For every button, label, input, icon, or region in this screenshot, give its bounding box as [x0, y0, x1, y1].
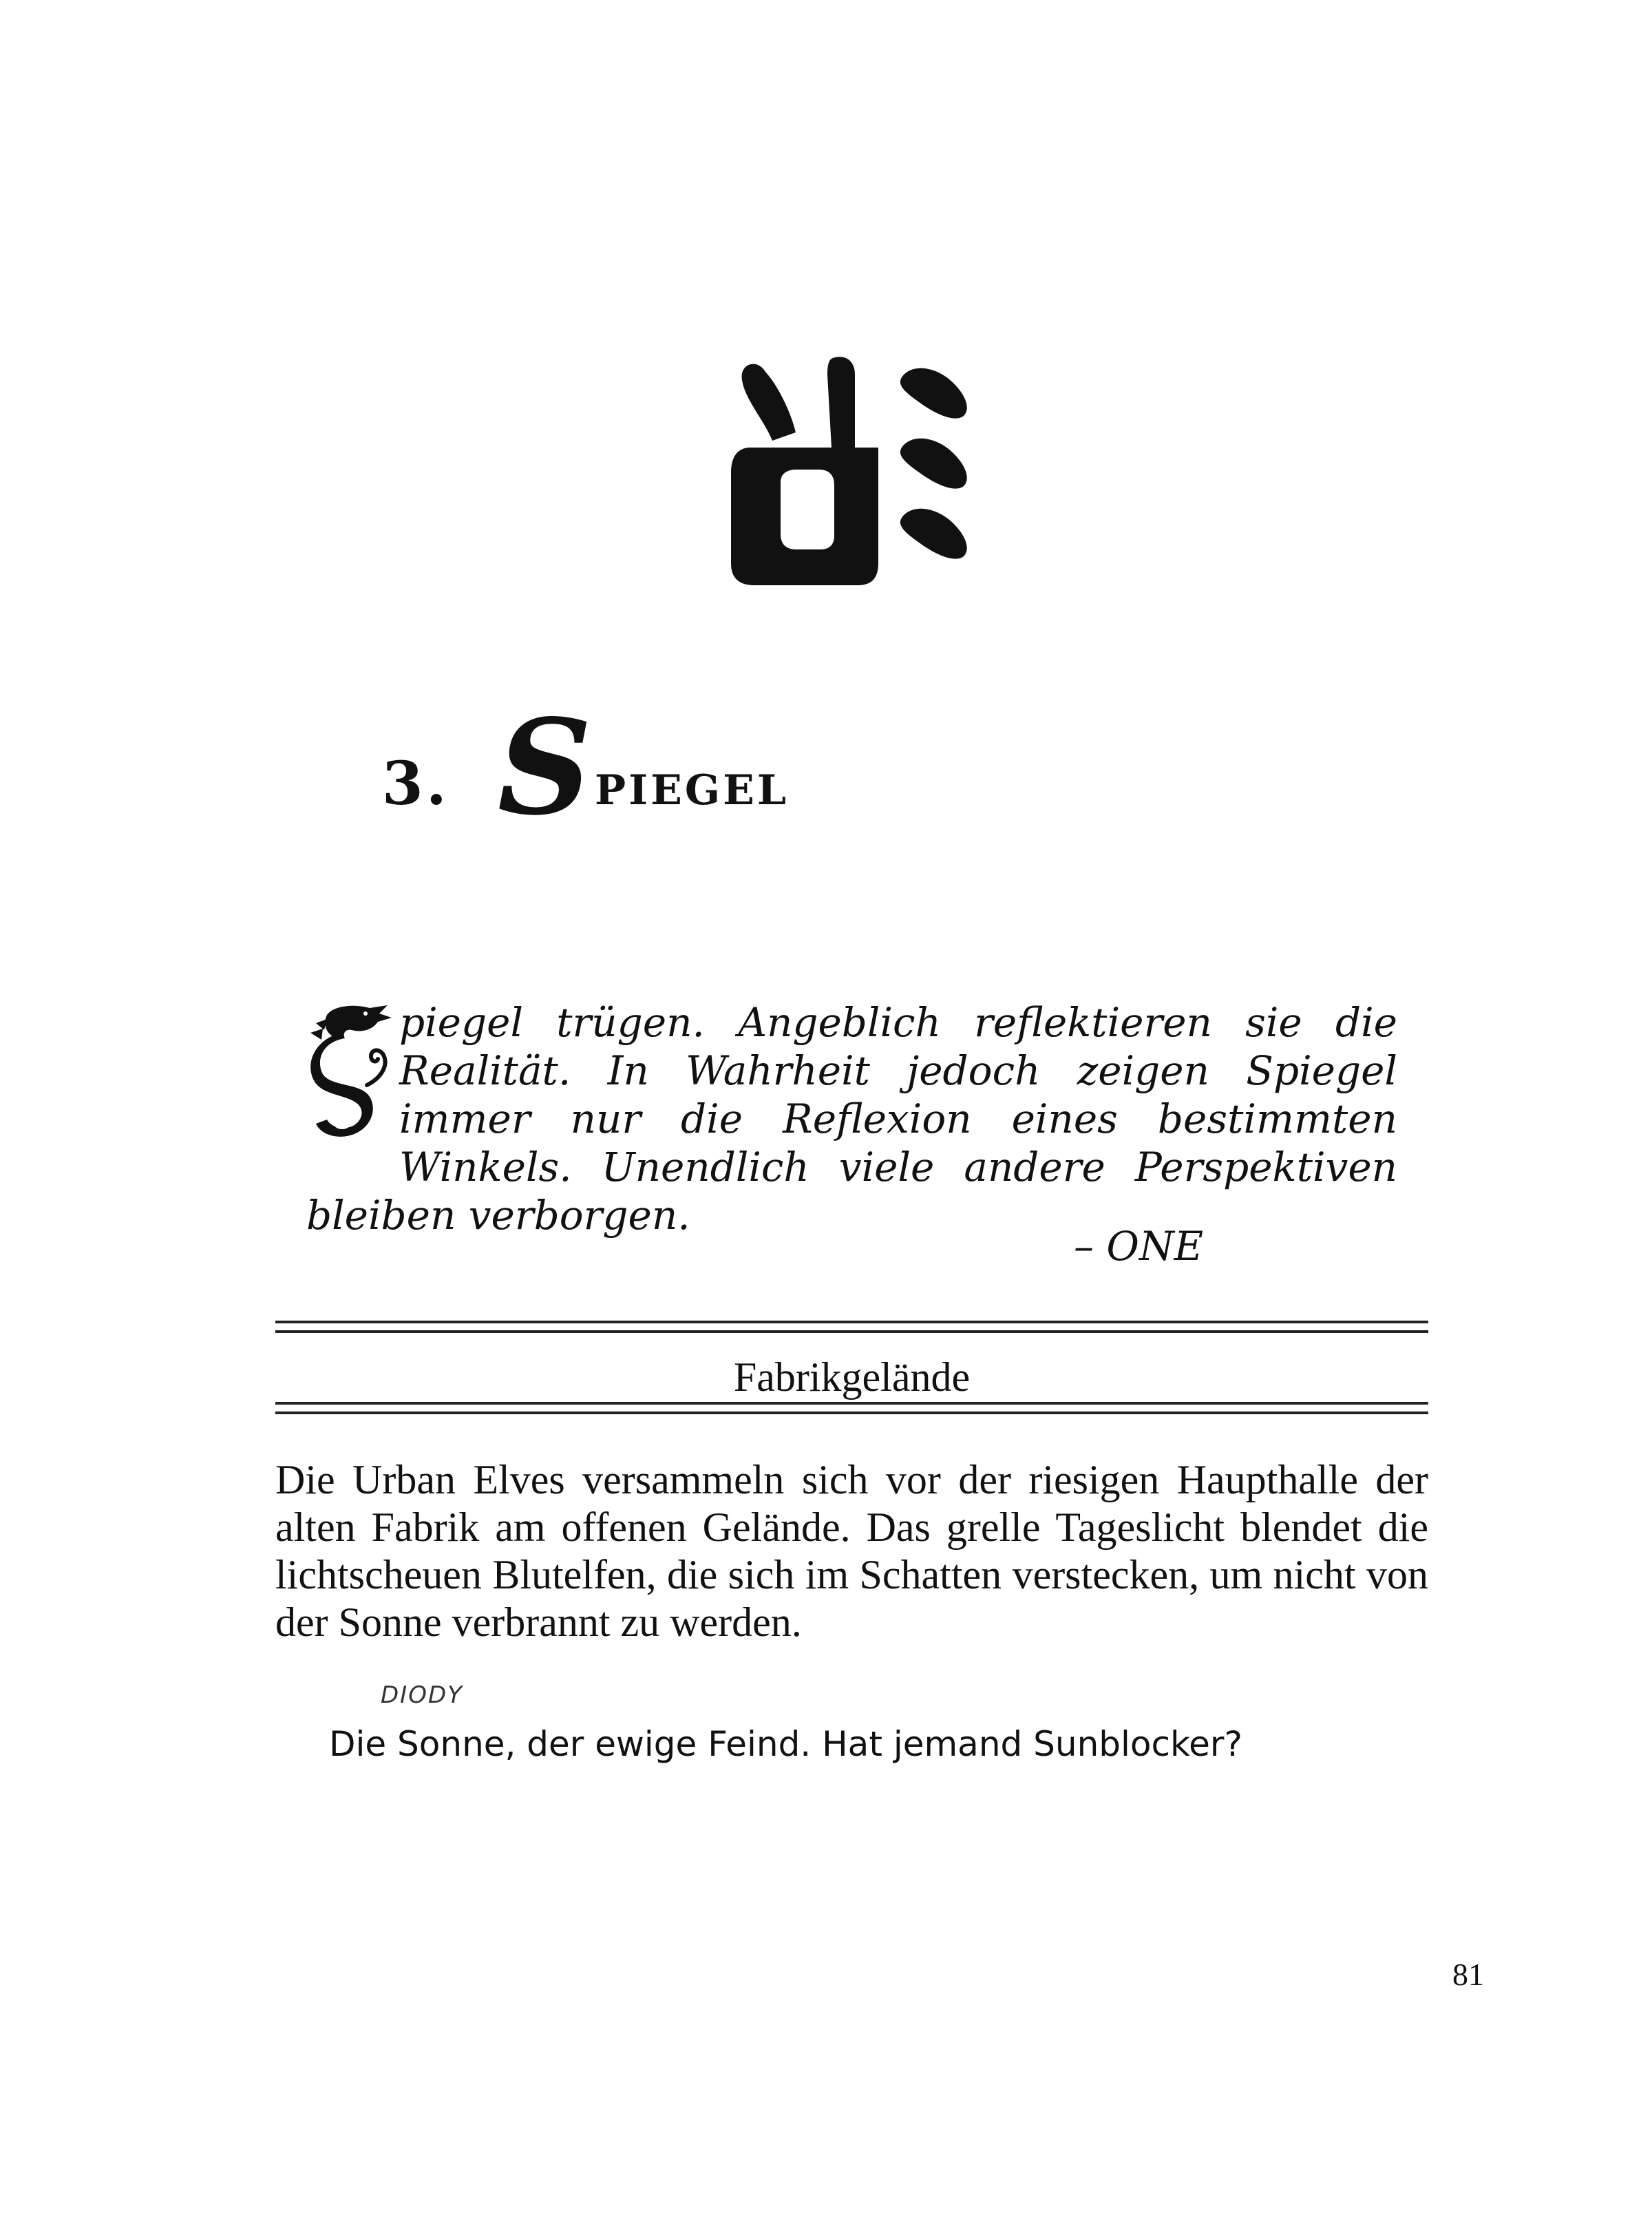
dialogue-speaker: DIODY [381, 1681, 463, 1709]
chapter-rune-icon [730, 344, 977, 592]
epigraph [306, 998, 1397, 1239]
dragon-initial-s-icon [306, 1002, 392, 1147]
scene-heading: Fabrikgelände [733, 1354, 971, 1400]
chapter-number: 3. [382, 749, 449, 819]
dialogue-line: Die Sonne, der ewige Feind. Hat jemand Sunblocker? [329, 1724, 1243, 1764]
epigraph-text: piegel trügen. Angeblich reflektieren sie die Realität. In Wahrheit jedoch zeigen Spiegel immer nur die Reflexion eines bestimmten Winkels. Unendlich viele andere Perspektiven bleiben verborgen. [306, 999, 1397, 1239]
epigraph-author: – ONE [1074, 1223, 1204, 1270]
divider-bottom-2 [275, 1411, 1428, 1414]
page-number: 81 [1452, 1957, 1484, 1992]
divider-top-2 [275, 1330, 1428, 1333]
scene-paragraph: Die Urban Elves versammeln sich vor der riesigen Haupthalle der alten Fabrik am offenen Gelände. Das grelle Tageslicht blendet die lichtscheuen Blutelfen, die sich im Schatten verstecken, um nicht von der Sonne verbrannt zu werden. [275, 1457, 1428, 1645]
divider-top-1 [275, 1321, 1428, 1323]
divider-bottom-1 [275, 1402, 1428, 1405]
chapter-title-text: piegel [595, 749, 790, 819]
chapter-title-initial: S [497, 691, 595, 844]
chapter-title [382, 691, 790, 844]
